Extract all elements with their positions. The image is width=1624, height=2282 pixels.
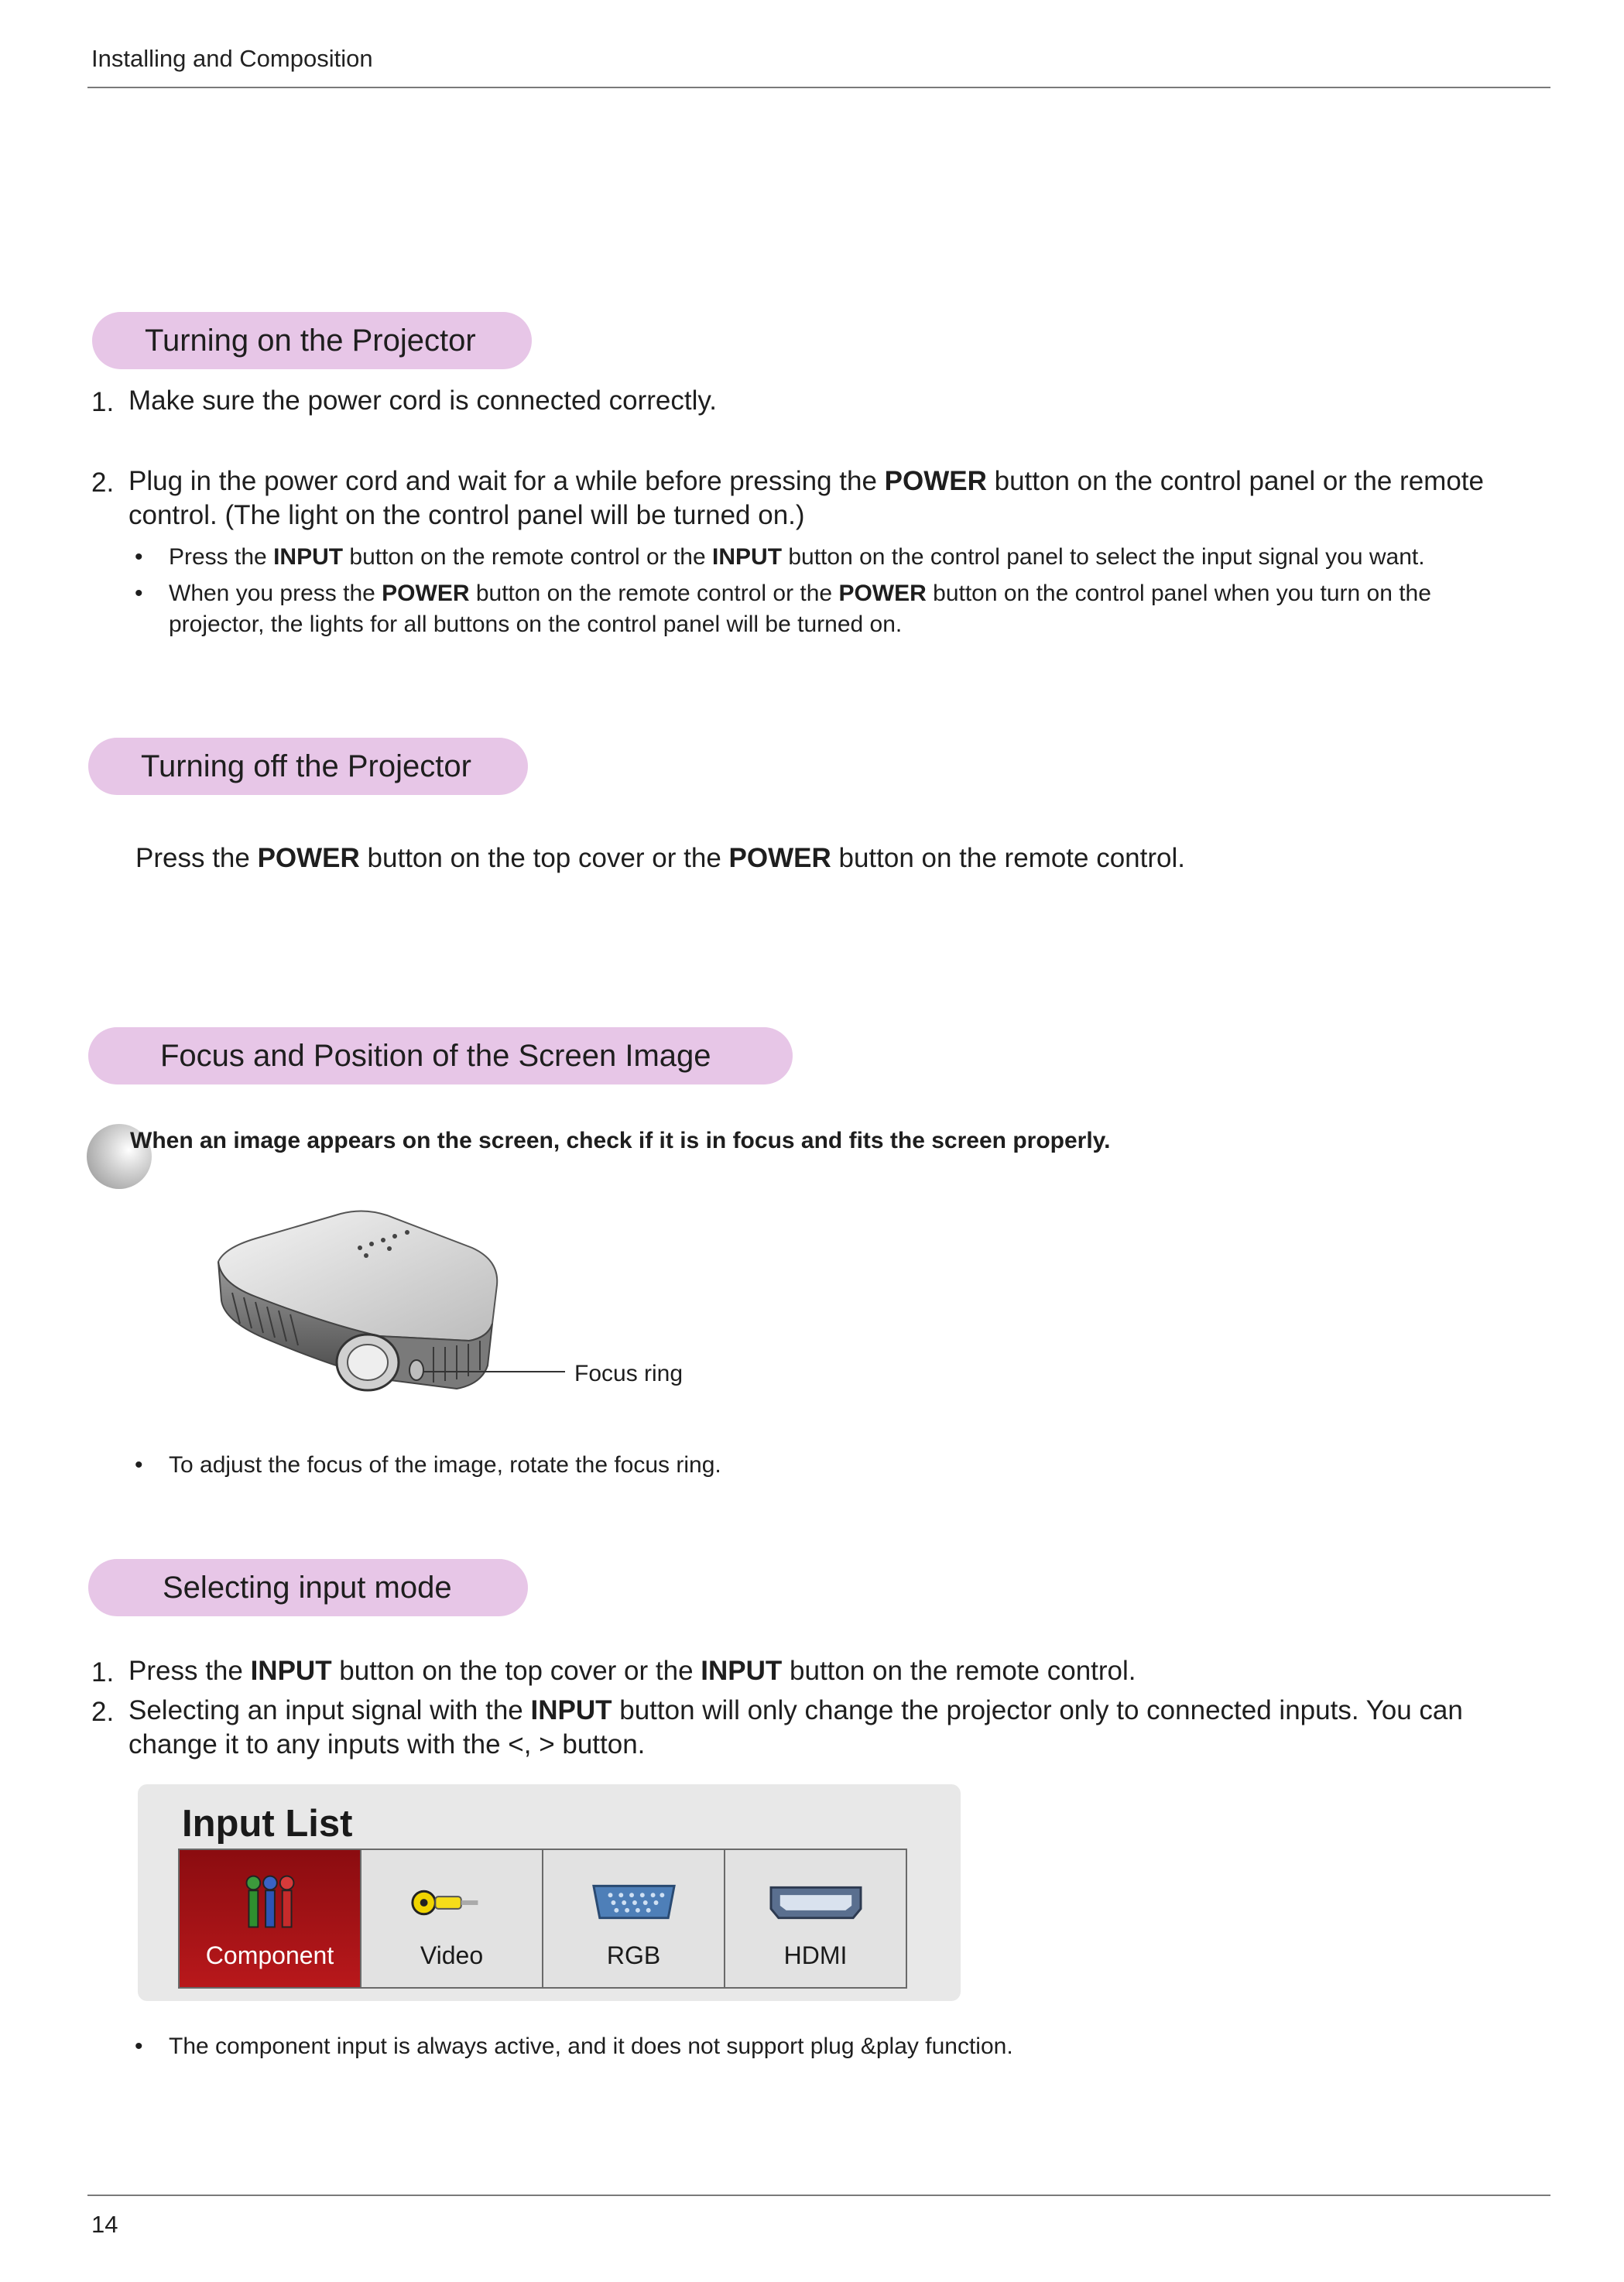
header-rule — [87, 87, 1550, 88]
bullet-text: When you press the POWER button on the remote control or the POWER button on the control panel when you turn on the — [169, 581, 1431, 606]
bullet-marker: • — [135, 1452, 143, 1478]
bullet-marker: • — [135, 581, 143, 606]
hdmi-port-icon — [725, 1872, 906, 1934]
vga-port-icon — [543, 1872, 724, 1934]
bullet-marker: • — [135, 2034, 143, 2059]
step-number: 1. — [91, 1657, 115, 1688]
turn-off-text: Press the POWER button on the top cover or the POWER button on the remote control. — [135, 843, 1185, 873]
step-number: 1. — [91, 387, 115, 417]
step-number: 2. — [91, 1697, 115, 1727]
section-heading-focus: Focus and Position of the Screen Image — [88, 1027, 793, 1084]
input-option-video[interactable] — [360, 1849, 543, 1989]
projector-illustration — [209, 1200, 581, 1409]
input-option-label: Video — [420, 1941, 484, 1969]
section-heading-input-mode: Selecting input mode — [88, 1559, 528, 1616]
bullet-text-continued: projector, the lights for all buttons on the control panel will be turned on. — [169, 612, 903, 637]
running-header: Installing and Composition — [91, 45, 373, 72]
focus-intro-text: When an image appears on the screen, check if it is in focus and fits the screen properly. — [130, 1128, 1111, 1153]
step-text: Selecting an input signal with the INPUT button will only change the projector only to connected inputs. You can — [128, 1695, 1463, 1725]
input-option-label: HDMI — [783, 1941, 848, 1969]
step-text: Plug in the power cord and wait for a while before pressing the POWER button on the control panel or the remote — [128, 466, 1484, 496]
step-text-continued: change it to any inputs with the <, > button. — [128, 1729, 646, 1759]
bullet-text: To adjust the focus of the image, rotate the focus ring. — [169, 1452, 721, 1478]
input-option-rgb[interactable] — [542, 1849, 725, 1989]
bullet-text: Press the INPUT button on the remote control or the INPUT button on the control panel to select the input signal you want. — [169, 544, 1425, 570]
video-rca-icon — [361, 1872, 542, 1934]
section-heading-turning-on: Turning on the Projector — [92, 312, 532, 369]
footer-rule — [87, 2195, 1550, 2196]
step-number: 2. — [91, 468, 115, 498]
input-option-component[interactable] — [178, 1849, 361, 1989]
step-text: Press the INPUT button on the top cover or the INPUT button on the remote control. — [128, 1656, 1136, 1686]
step-text-continued: control. (The light on the control panel will be turned on.) — [128, 500, 805, 530]
page-number: 14 — [91, 2211, 118, 2238]
input-option-label: Component — [205, 1941, 334, 1969]
focus-ring-callout: Focus ring — [574, 1361, 684, 1386]
input-option-hdmi[interactable] — [724, 1849, 907, 1989]
component-rca-icon — [180, 1872, 360, 1934]
step-text: Make sure the power cord is connected correctly. — [128, 385, 717, 416]
bullet-text: The component input is always active, and it does not support plug &play function. — [169, 2034, 1013, 2059]
input-list-title: Input List — [182, 1803, 353, 1845]
input-option-label: RGB — [606, 1941, 661, 1969]
bullet-marker: • — [135, 544, 143, 570]
section-heading-turning-off: Turning off the Projector — [88, 738, 528, 795]
